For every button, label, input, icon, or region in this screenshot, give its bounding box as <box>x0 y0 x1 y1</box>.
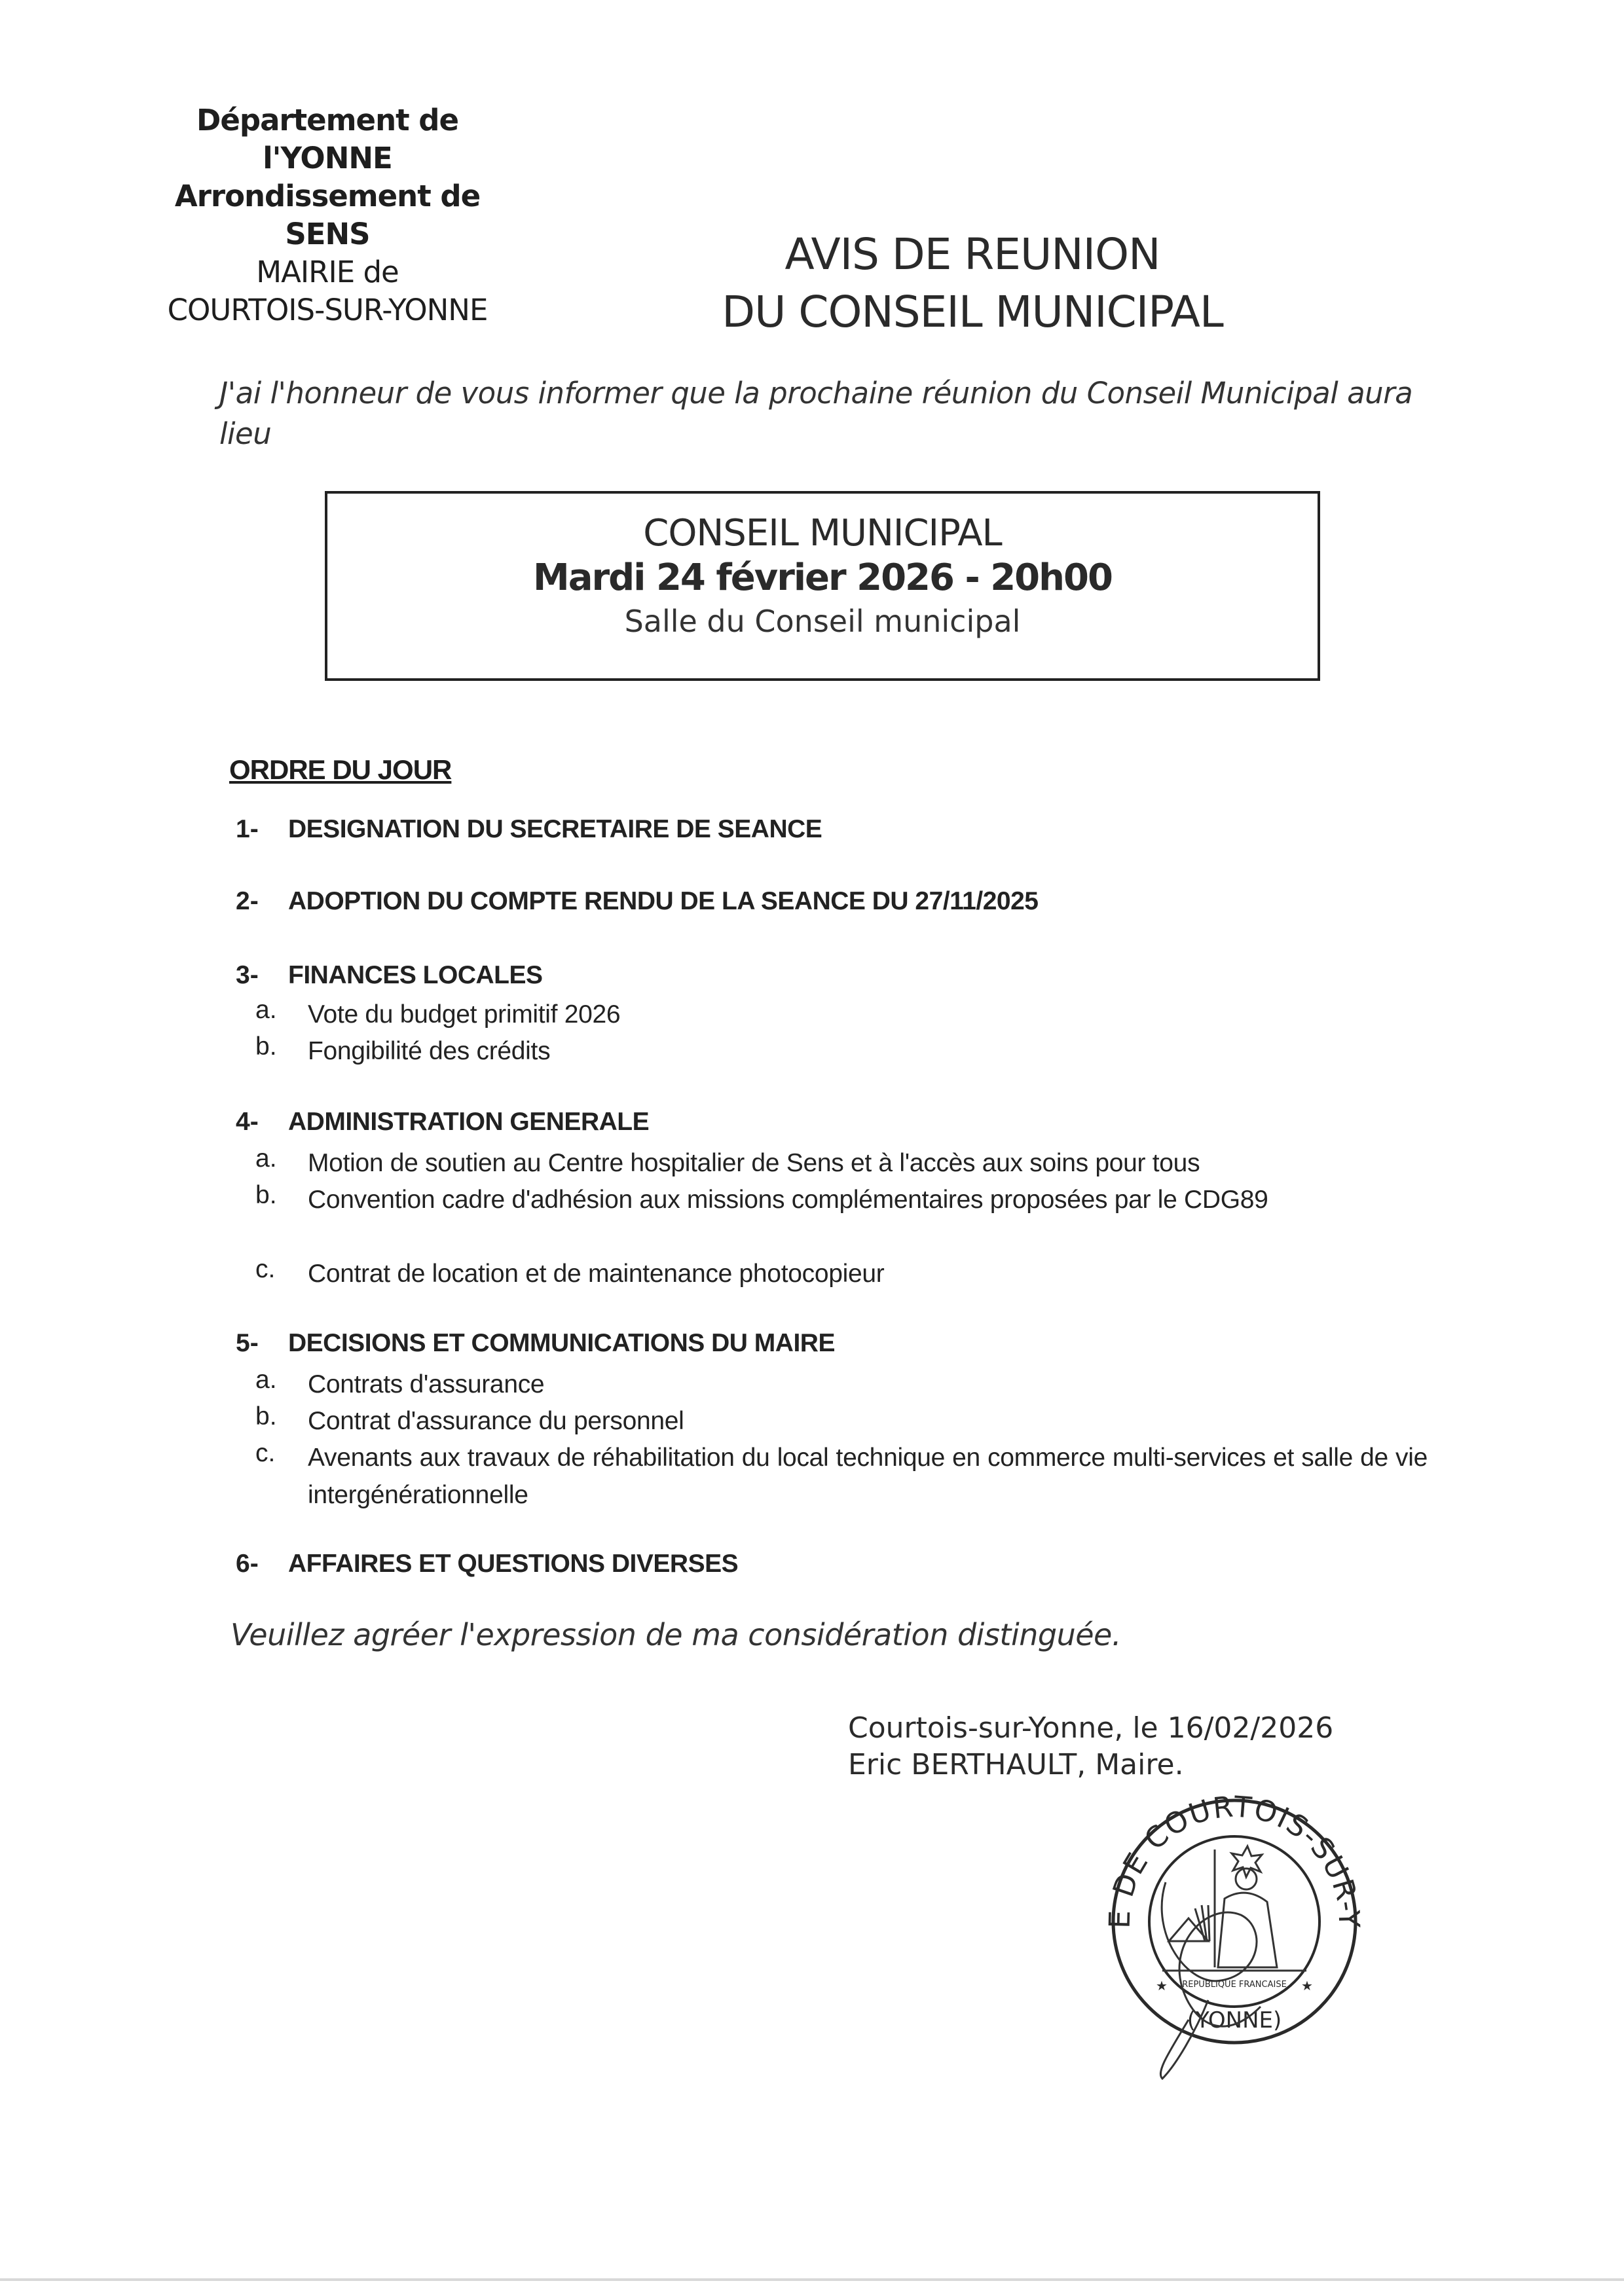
subitem-letter: a. <box>255 1144 277 1173</box>
meeting-datetime: Mardi 24 février 2026 - 20h00 <box>533 556 1112 599</box>
agenda-item-label: AFFAIRES ET QUESTIONS DIVERSES <box>288 1550 739 1578</box>
subitem-text: Fongibilité des crédits <box>308 1037 551 1065</box>
place-date: Courtois-sur-Yonne, le 16/02/2026 <box>848 1711 1334 1745</box>
issuer-header <box>131 101 524 329</box>
subitem-letter: c. <box>255 1439 276 1467</box>
title-line-2: DU CONSEIL MUNICIPAL <box>722 287 1223 337</box>
scan-edge-line <box>0 2278 1624 2281</box>
town-hall-stamp <box>1090 1771 1378 2085</box>
document-title <box>655 226 1290 341</box>
closing-formula: Veuillez agréer l'expression de ma considération distinguée. <box>231 1617 1121 1652</box>
subitem-text: Avenants aux travaux de réhabilitation du local technique en commerce multi-services et salle de vie intergénérationnelle <box>308 1444 1428 1509</box>
agenda-item-label: DECISIONS ET COMMUNICATIONS DU MAIRE <box>288 1329 835 1357</box>
subitem-text: Vote du budget primitif 2026 <box>308 1000 621 1029</box>
subitem-text: Motion de soutien au Centre hospitalier de Sens et à l'accès aux soins pour tous <box>308 1149 1200 1177</box>
department-line: Département de l'YONNE <box>196 103 459 175</box>
agenda-item-label: ADMINISTRATION GENERALE <box>288 1108 650 1136</box>
signer-name: Eric BERTHAULT, Maire. <box>848 1748 1184 1781</box>
meeting-location: Salle du Conseil municipal <box>624 604 1021 639</box>
mairie-line: MAIRIE de <box>256 255 399 289</box>
star-icon: ★ <box>1156 1978 1168 1994</box>
subitem-letter: b. <box>255 1032 277 1061</box>
agenda-title: ORDRE DU JOUR <box>229 754 452 785</box>
subitem-letter: a. <box>255 996 277 1024</box>
agenda-item-number: 6- <box>236 1550 259 1578</box>
subitem-letter: b. <box>255 1402 277 1430</box>
agenda-item-number: 2- <box>236 887 259 915</box>
official-seal-icon <box>1090 1771 1378 2085</box>
agenda-item-number: 3- <box>236 961 259 989</box>
subitem-text: Contrats d'assurance <box>308 1370 545 1398</box>
subitem-text: Convention cadre d'adhésion aux missions complémentaires proposées par le CDG89 <box>308 1186 1268 1214</box>
subitem-letter: b. <box>255 1181 277 1209</box>
agenda-item-label: ADOPTION DU COMPTE RENDU DE LA SEANCE DU 27/11/2025 <box>288 887 1039 915</box>
agenda-item-label: FINANCES LOCALES <box>288 961 543 989</box>
svg-text:MAIRIE DE COURTOIS-SUR-YONNE <box>1090 1771 1365 1929</box>
intro-paragraph: J'ai l'honneur de vous informer que la prochaine réunion du Conseil Municipal aura lieu <box>219 376 1413 451</box>
stamp-bottom-text: (YONNE) <box>1187 2007 1282 2033</box>
meeting-heading: CONSEIL MUNICIPAL <box>643 512 1002 555</box>
agenda-item-number: 1- <box>236 815 259 843</box>
subitem-text: Contrat de location et de maintenance photocopieur <box>308 1260 885 1288</box>
agenda-item-number: 4- <box>236 1108 259 1136</box>
agenda-item-number: 5- <box>236 1329 259 1357</box>
star-icon: ★ <box>1301 1978 1313 1994</box>
agenda-item-label: DESIGNATION DU SECRETAIRE DE SEANCE <box>288 815 822 843</box>
marianne-figure-icon <box>1162 1846 1306 1971</box>
commune-line: COURTOIS-SUR-YONNE <box>167 293 488 327</box>
arrondissement-line: Arrondissement de SENS <box>174 179 481 251</box>
subitem-letter: a. <box>255 1366 277 1394</box>
title-line-1: AVIS DE REUNION <box>784 229 1160 280</box>
subitem-text: Contrat d'assurance du personnel <box>308 1407 684 1435</box>
stamp-inner-text: REPUBLIQUE FRANCAISE <box>1182 1980 1287 1990</box>
stamp-outer-text: E DE COURTOIS-SUR-Y <box>1103 1790 1366 1929</box>
meeting-info-box <box>325 491 1320 681</box>
subitem-letter: c. <box>255 1255 276 1283</box>
